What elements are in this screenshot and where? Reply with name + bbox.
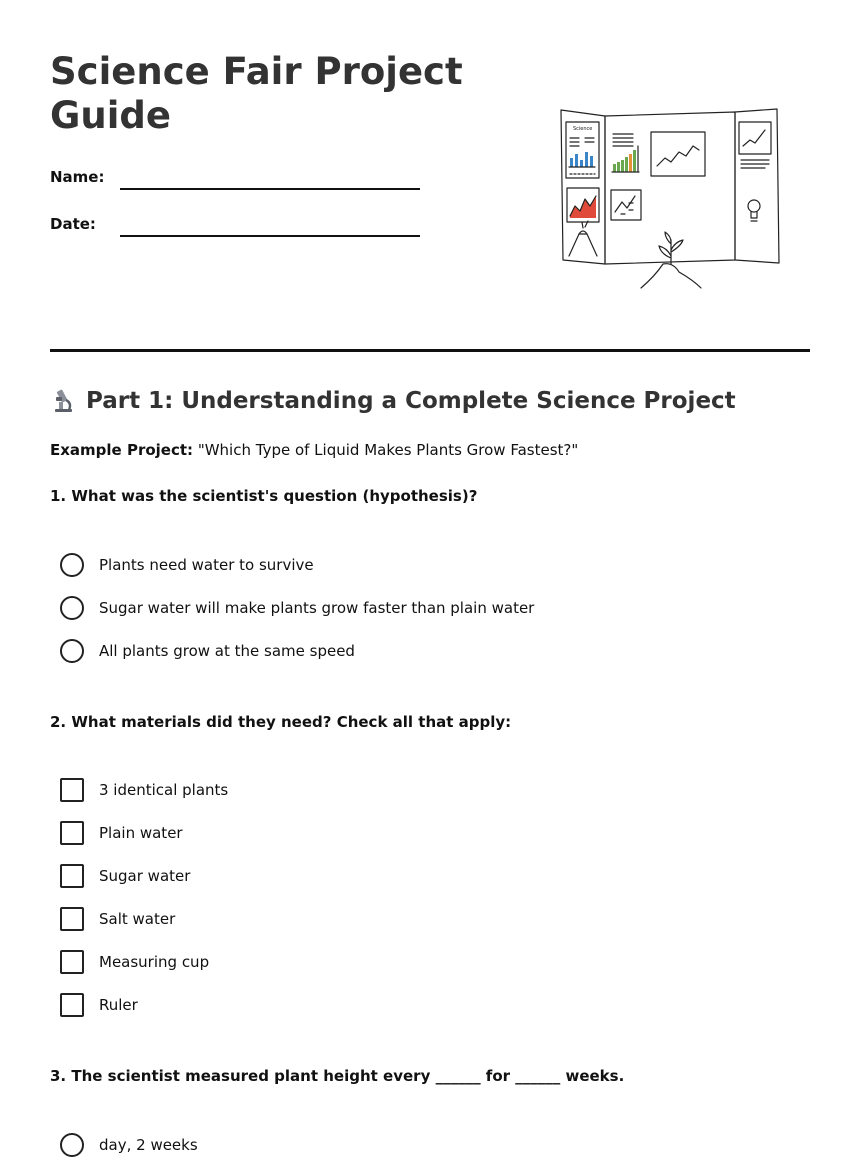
checkbox[interactable] <box>60 907 84 931</box>
option-label: Sugar water <box>99 867 191 885</box>
q2-option-6[interactable] <box>60 993 138 1017</box>
name-line[interactable] <box>120 188 420 190</box>
option-label: All plants grow at the same speed <box>99 642 355 660</box>
question-2: 2. What materials did they need? Check all that apply: <box>50 713 512 731</box>
q1-option-2[interactable] <box>60 596 534 620</box>
science-board-illustration <box>555 100 787 295</box>
checkbox[interactable] <box>60 821 84 845</box>
option-label: Plain water <box>99 824 183 842</box>
option-label: 3 identical plants <box>99 781 229 799</box>
date-label: Date: <box>50 215 96 233</box>
checkbox[interactable] <box>60 864 84 888</box>
question-1: 1. What was the scientist's question (hypothesis)? <box>50 487 478 505</box>
radio-button[interactable] <box>60 553 84 577</box>
checkbox[interactable] <box>60 778 84 802</box>
name-label: Name: <box>50 168 105 186</box>
option-label: day, 2 weeks <box>99 1136 198 1154</box>
option-label: Plants need water to survive <box>99 556 314 574</box>
board-panel-label: Science <box>573 126 593 132</box>
option-label: Sugar water will make plants grow faster than plain water <box>99 599 535 617</box>
q2-option-4[interactable] <box>60 907 175 931</box>
date-line[interactable] <box>120 235 420 237</box>
section-divider <box>50 349 810 352</box>
part1-title: Part 1: Understanding a Complete Science Project <box>86 388 736 414</box>
microscope-icon <box>50 388 76 414</box>
radio-button[interactable] <box>60 1133 84 1157</box>
date-field[interactable] <box>50 207 420 237</box>
question-3: 3. The scientist measured plant height every ______ for ______ weeks. <box>50 1067 625 1085</box>
radio-button[interactable] <box>60 596 84 620</box>
option-label: Measuring cup <box>99 953 210 971</box>
checkbox[interactable] <box>60 950 84 974</box>
checkbox[interactable] <box>60 993 84 1017</box>
radio-button[interactable] <box>60 639 84 663</box>
example-text: "Which Type of Liquid Makes Plants Grow Fastest?" <box>197 441 579 459</box>
option-label: Ruler <box>99 996 138 1014</box>
part1-heading <box>50 388 736 414</box>
q3-option-1[interactable] <box>60 1133 198 1157</box>
name-field[interactable] <box>50 160 420 190</box>
q2-option-3[interactable] <box>60 864 190 888</box>
q2-option-1[interactable] <box>60 778 228 802</box>
example-project <box>50 441 578 459</box>
q2-option-5[interactable] <box>60 950 209 974</box>
q1-option-1[interactable] <box>60 553 314 577</box>
example-label: Example Project: <box>50 441 194 459</box>
q2-option-2[interactable] <box>60 821 183 845</box>
option-label: Salt water <box>99 910 176 928</box>
page-title: Science Fair Project Guide <box>50 50 463 137</box>
q1-option-3[interactable] <box>60 639 355 663</box>
